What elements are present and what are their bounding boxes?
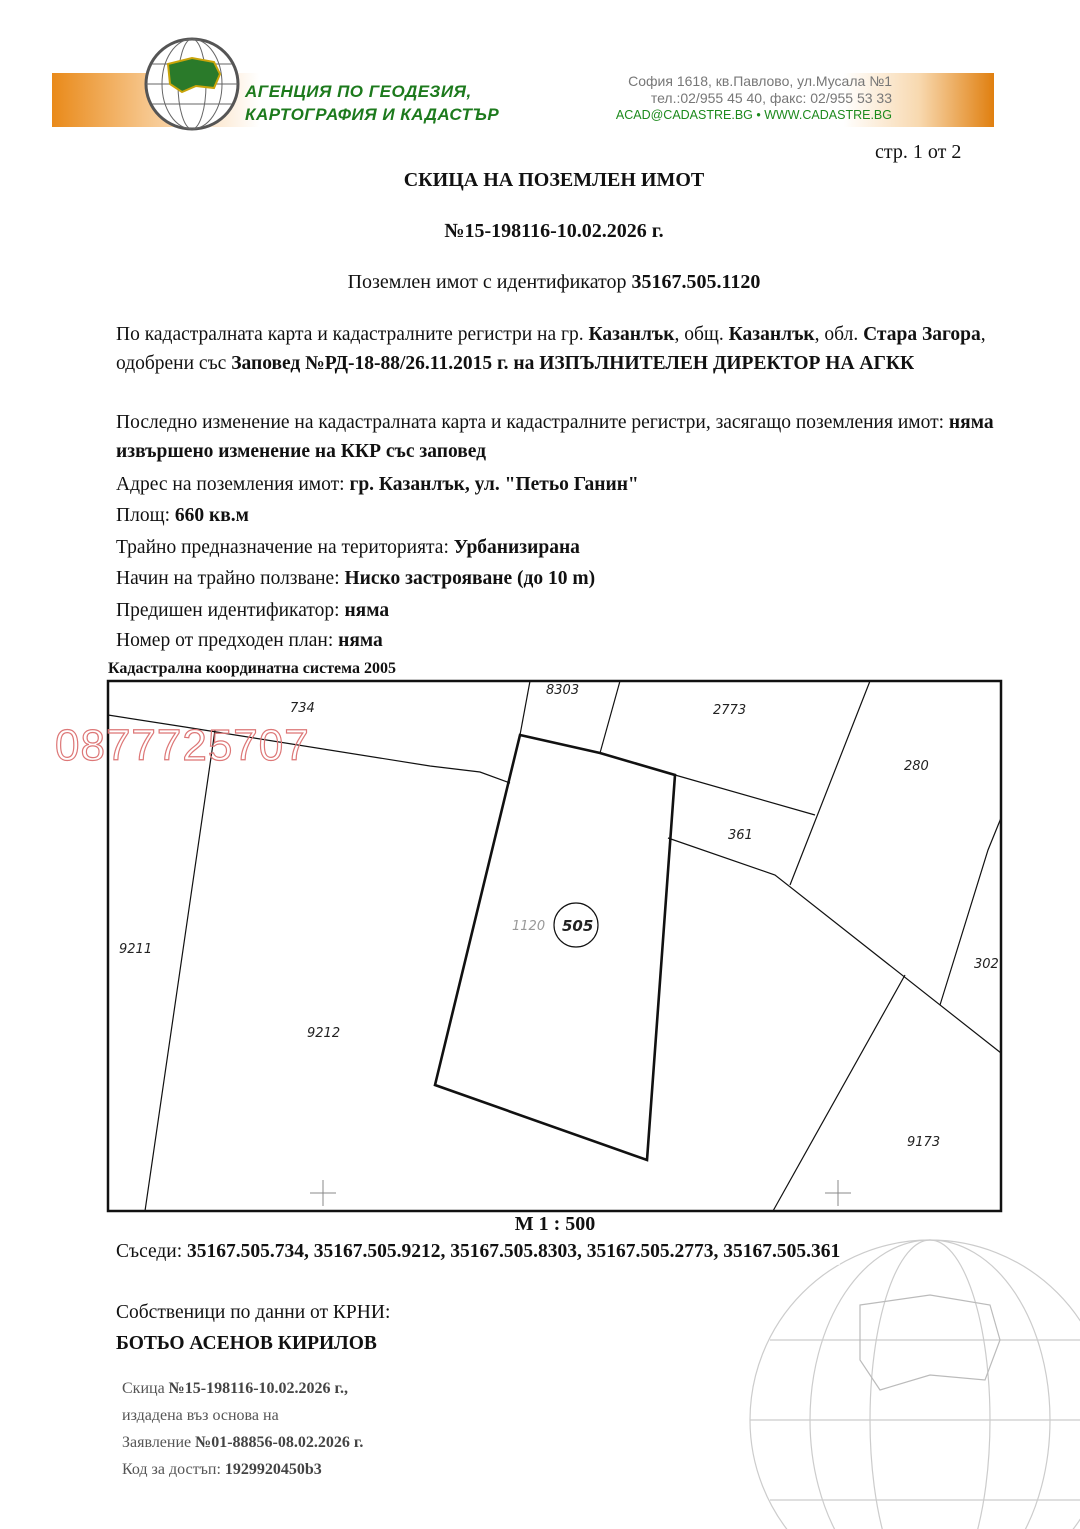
parcel-purpose: Трайно предназначение на територията: Урбанизирана (116, 537, 580, 558)
parcel-label: 9212 (307, 1026, 341, 1041)
parcel-label: 302 (974, 957, 999, 972)
globe-watermark-icon (750, 1240, 1080, 1529)
document-title: СКИЦА НА ПОЗЕМЛЕН ИМОТ (403, 169, 705, 191)
cadastral-info: По кадастралната карта и кадастралните регистри на гр. Казанлък, общ. Казанлък, обл. Стара Загора, одобрени със Заповед №РД-18-88/26.11.2015 г. на ИЗПЪЛНИТЕЛЕН ДИРЕКТОР НА АГКК (116, 324, 986, 374)
subject-parcel (435, 735, 675, 1160)
phone-watermark: 0877725707 (55, 721, 310, 770)
parcel-label: 9211 (119, 942, 153, 957)
owner-name: БОТЬО АСЕНОВ КИРИЛОВ (116, 1333, 377, 1354)
parcel-label: 8303 (546, 683, 580, 698)
owners-label: Собственици по данни от КРНИ: (116, 1302, 391, 1323)
parcel-label: 9173 (907, 1135, 941, 1150)
agency-contact: София 1618, кв.Павлово, ул.Мусала №1 тел.:02/955 45 40, факс: 02/955 53 33 ACAD@CADASTRE.BG • WWW.CADASTRE.BG (615, 73, 892, 122)
parcel-address: Адрес на поземления имот: гр. Казанлък, ул. "Петьо Ганин" (116, 474, 639, 495)
parcel-use: Начин на трайно ползване: Ниско застрояване (до 10 m) (116, 568, 596, 589)
map-scale: М 1 : 500 (514, 1213, 596, 1235)
parcel-label: 280 (904, 759, 929, 774)
sketch-footer: Скица №15-198116-10.02.2026 г., издадена въз основа на Заявление №01-88856-08.02.2026 г. Код за достъп: 1929920450b3 (122, 1380, 364, 1478)
previous-identifier: Предишен идентификатор: няма (116, 600, 390, 621)
last-change: Последно изменение на кадастралната карта и кадастралните регистри, засягащо поземления имот: няма извършено изменение на ККР със заповед (116, 412, 994, 462)
coordinate-system: Кадастрална координатна система 2005 (108, 660, 396, 677)
parcel-label: 2773 (713, 703, 747, 718)
parcel-label: 734 (290, 701, 315, 716)
block-label: 505 (562, 917, 594, 935)
document-number: №15-198116-10.02.2026 г. (444, 220, 664, 242)
parcel-identifier: Поземлен имот с идентификатор 35167.505.1120 (347, 271, 761, 293)
subject-parcel-label: 1120 (512, 919, 546, 934)
parcel-area: Площ: 660 кв.м (116, 505, 249, 526)
agency-name: АГЕНЦИЯ ПО ГЕОДЕЗИЯ, КАРТОГРАФИЯ И КАДАСТЪР (245, 82, 500, 124)
neighbors: Съседи: 35167.505.734, 35167.505.9212, 35167.505.8303, 35167.505.2773, 35167.505.361 (116, 1239, 840, 1265)
previous-plan-number: Номер от предходен план: няма (116, 630, 383, 651)
page-number: стр. 1 от 2 (875, 141, 962, 163)
parcel-label: 361 (728, 828, 753, 843)
